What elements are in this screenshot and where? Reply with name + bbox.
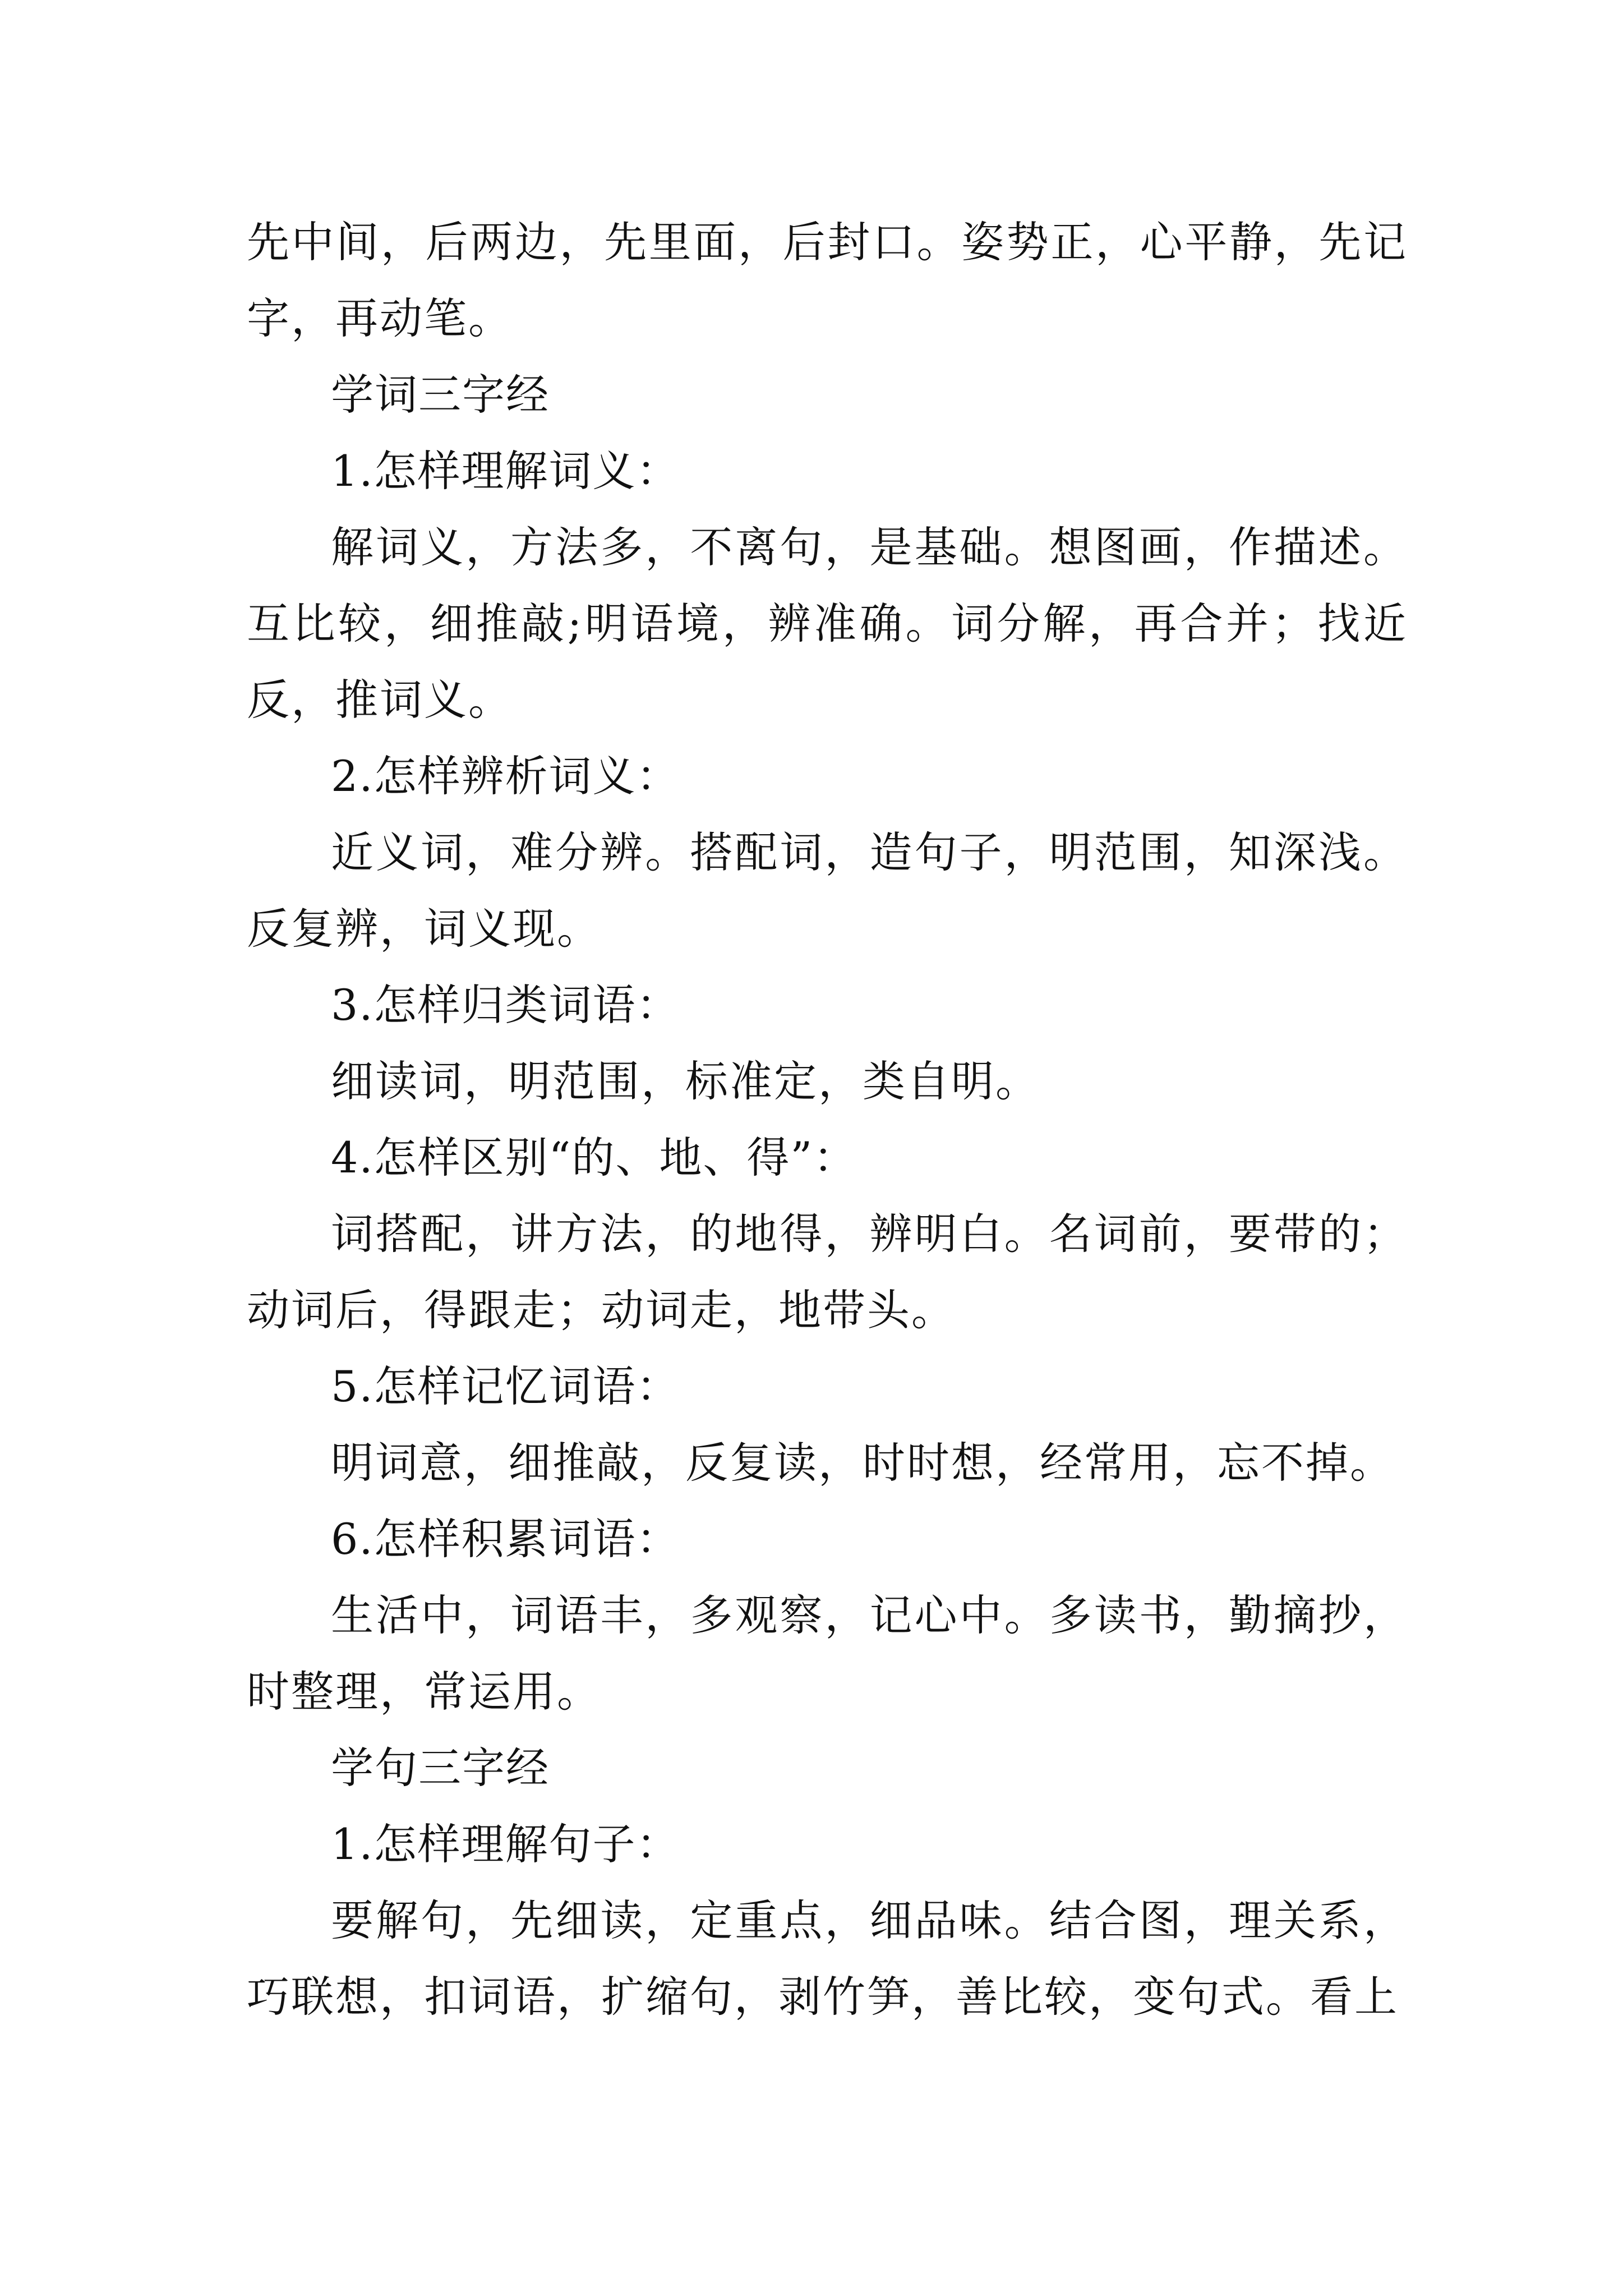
- question-de-di-de: 4.怎样区别“的、地、得”：: [331, 1133, 857, 1182]
- section-heading-words: 学词三字经: [331, 370, 550, 420]
- answer-classify-words: 细读词，明范围，标准定，类自明。: [331, 1056, 1040, 1106]
- document-body: [247, 204, 1408, 2035]
- paragraph-continuation: 先中间，后两边，先里面，后封口。姿势正，心平静，先记字，再动笔。: [247, 217, 1408, 343]
- question-distinguish-word-meaning: 2.怎样辨析词义：: [331, 751, 680, 801]
- answer-understand-sentences: 要解句，先细读，定重点，细品味。结合图，理关系，巧联想，扣词语，扩缩句，剥竹笋，善比较，变句式。看上: [247, 1895, 1408, 2022]
- answer-understand-word-meaning: 解词义，方法多，不离句，是基础。想图画，作描述。互比较，细推敲;明语境，辨准确。词分解，再合并；找近反，推词义。: [247, 522, 1408, 725]
- answer-accumulate-words: 生活中，词语丰，多观察，记心中。多读书，勤摘抄，时整理，常运用。: [247, 1590, 1408, 1717]
- question-understand-word-meaning: 1.怎样理解词义：: [331, 446, 680, 496]
- answer-de-di-de: 词搭配，讲方法，的地得，辨明白。名词前，要带的；动词后，得跟走；动词走，地带头。: [247, 1209, 1408, 1335]
- question-memorize-words: 5.怎样记忆词语：: [331, 1361, 680, 1411]
- answer-memorize-words: 明词意，细推敲，反复读，时时想，经常用，忘不掉。: [331, 1438, 1394, 1488]
- answer-distinguish-word-meaning: 近义词，难分辨。搭配词，造句子，明范围，知深浅。反复辨，词义现。: [247, 827, 1408, 954]
- section-heading-sentences: 学句三字经: [331, 1743, 550, 1793]
- question-accumulate-words: 6.怎样积累词语：: [331, 1514, 680, 1564]
- question-classify-words: 3.怎样归类词语：: [331, 980, 680, 1030]
- question-understand-sentences: 1.怎样理解句子：: [331, 1819, 680, 1869]
